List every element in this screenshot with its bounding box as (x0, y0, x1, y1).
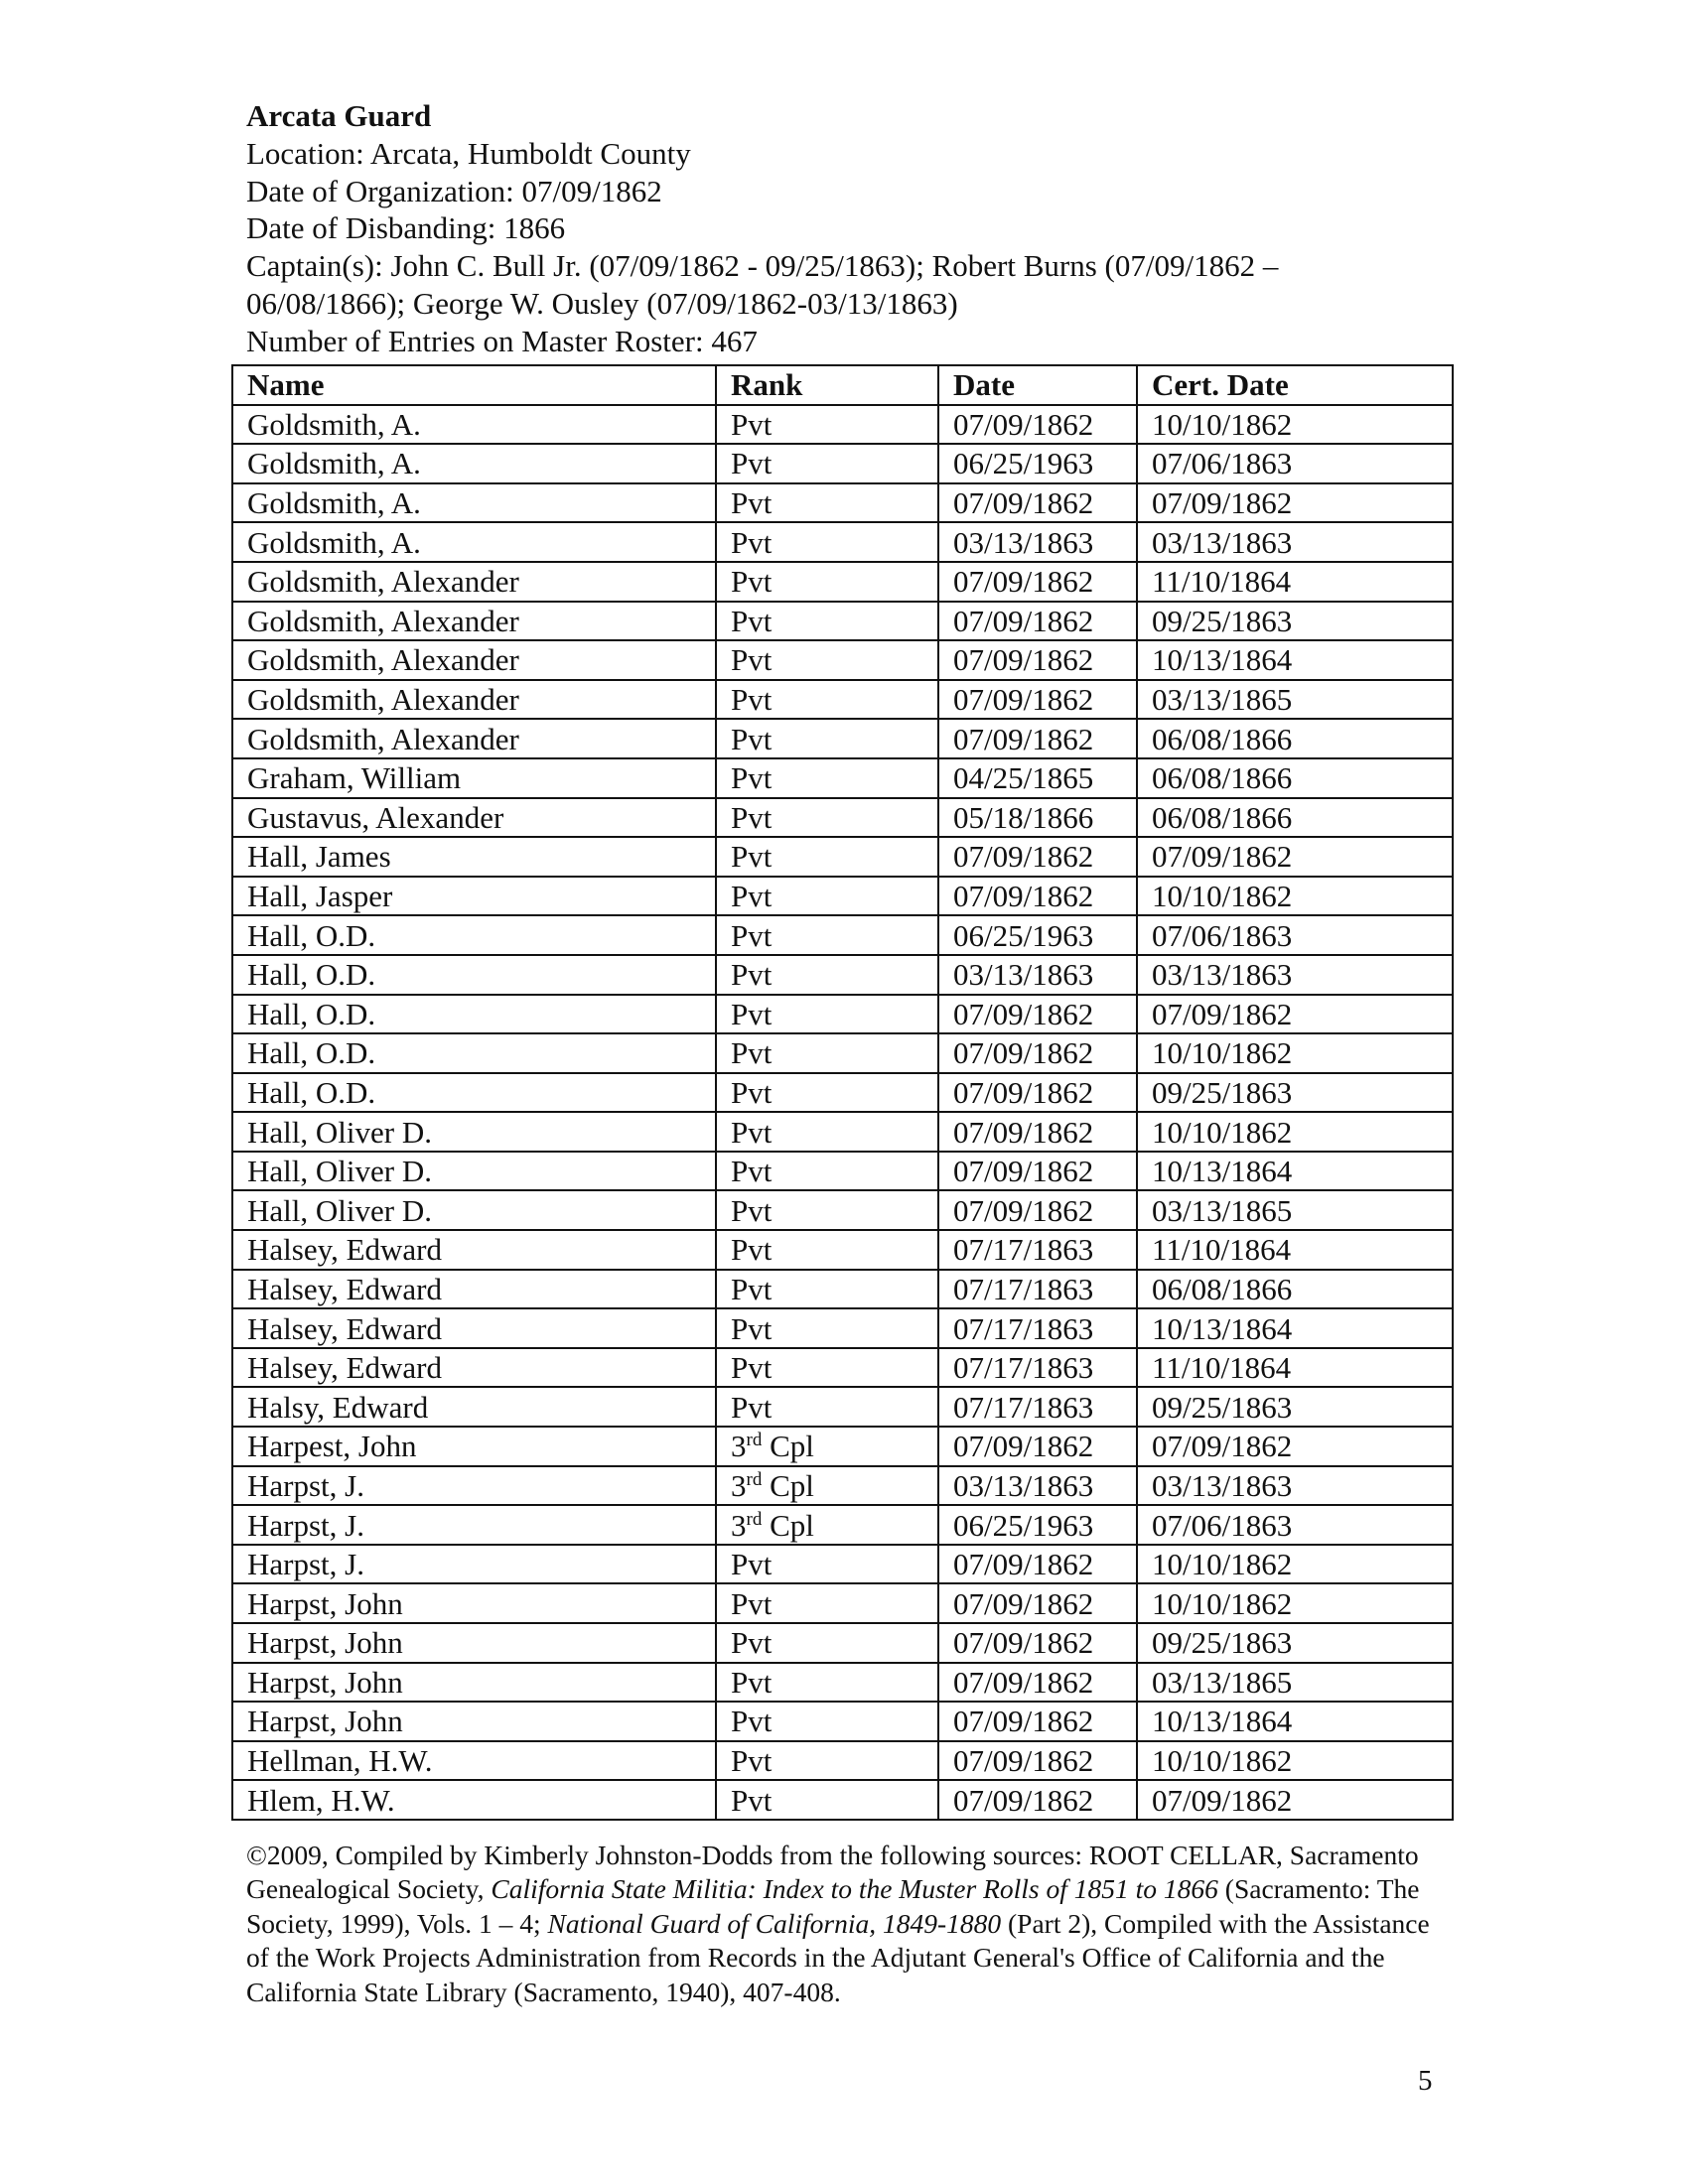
table-row (232, 640, 1453, 680)
table-row (232, 955, 1453, 995)
cell-rank: 3rd Cpl (716, 1466, 938, 1506)
cell-date: 07/09/1862 (938, 1033, 1137, 1073)
cell-rank: Pvt (716, 1270, 938, 1309)
table-row (232, 1348, 1453, 1388)
cell-rank: Pvt (716, 1230, 938, 1270)
cell-date: 07/09/1862 (938, 680, 1137, 720)
date-of-organization: Date of Organization: 07/09/1862 (246, 173, 662, 208)
cell-name: Hall, Oliver D. (232, 1190, 716, 1230)
cell-date: 07/09/1862 (938, 1427, 1137, 1466)
table-row (232, 719, 1453, 758)
cell-cert-date: 09/25/1863 (1137, 1073, 1453, 1113)
cell-name: Goldsmith, Alexander (232, 562, 716, 602)
cell-name: Harpst, J. (232, 1545, 716, 1584)
cell-cert-date: 07/09/1862 (1137, 483, 1453, 523)
cell-cert-date: 10/13/1864 (1137, 1152, 1453, 1191)
cell-rank: Pvt (716, 1702, 938, 1741)
cell-date: 07/17/1863 (938, 1270, 1137, 1309)
cell-date: 07/17/1863 (938, 1387, 1137, 1427)
cell-date: 07/09/1862 (938, 1623, 1137, 1663)
cell-rank: Pvt (716, 837, 938, 877)
cell-cert-date: 06/08/1866 (1137, 798, 1453, 838)
cell-rank: Pvt (716, 1583, 938, 1623)
cell-date: 07/09/1862 (938, 1545, 1137, 1584)
cell-rank: Pvt (716, 1190, 938, 1230)
cell-name: Hall, O.D. (232, 1073, 716, 1113)
cell-date: 07/17/1863 (938, 1230, 1137, 1270)
cell-name: Halsey, Edward (232, 1270, 716, 1309)
table-row (232, 1780, 1453, 1820)
cell-rank: Pvt (716, 915, 938, 955)
cell-cert-date: 10/10/1862 (1137, 405, 1453, 445)
cell-rank: Pvt (716, 680, 938, 720)
cell-name: Harpst, John (232, 1623, 716, 1663)
cell-rank: Pvt (716, 1112, 938, 1152)
table-row (232, 1230, 1453, 1270)
roster-header (246, 97, 1458, 360)
cell-name: Harpst, John (232, 1663, 716, 1703)
cell-rank: Pvt (716, 522, 938, 562)
cell-date: 07/09/1862 (938, 483, 1137, 523)
cell-cert-date: 11/10/1864 (1137, 562, 1453, 602)
column-header-rank: Rank (716, 365, 938, 405)
cell-date: 07/09/1862 (938, 1190, 1137, 1230)
cell-date: 07/09/1862 (938, 1152, 1137, 1191)
column-header-date: Date (938, 365, 1137, 405)
cell-rank: Pvt (716, 995, 938, 1034)
cell-rank: Pvt (716, 955, 938, 995)
cell-cert-date: 11/10/1864 (1137, 1230, 1453, 1270)
cell-date: 07/09/1862 (938, 640, 1137, 680)
cell-date: 07/09/1862 (938, 1702, 1137, 1741)
cell-rank: Pvt (716, 719, 938, 758)
table-row (232, 1663, 1453, 1703)
citation-title-1: California State Militia: Index to the Muster Rolls of 1851 to 1866 (491, 1873, 1218, 1905)
table-row (232, 758, 1453, 798)
cell-rank: Pvt (716, 1741, 938, 1781)
cell-date: 07/09/1862 (938, 1741, 1137, 1781)
cell-date: 07/09/1862 (938, 719, 1137, 758)
unit-title: Arcata Guard (246, 98, 432, 133)
cell-name: Hall, O.D. (232, 1033, 716, 1073)
cell-date: 07/09/1862 (938, 562, 1137, 602)
cell-cert-date: 03/13/1865 (1137, 1190, 1453, 1230)
cell-cert-date: 10/10/1862 (1137, 1545, 1453, 1584)
cell-rank: Pvt (716, 1073, 938, 1113)
cell-cert-date: 09/25/1863 (1137, 1623, 1453, 1663)
cell-name: Goldsmith, A. (232, 522, 716, 562)
cell-cert-date: 10/13/1864 (1137, 1308, 1453, 1348)
cell-name: Hall, Oliver D. (232, 1112, 716, 1152)
table-row (232, 602, 1453, 641)
cell-name: Goldsmith, A. (232, 444, 716, 483)
table-row (232, 562, 1453, 602)
table-row (232, 1073, 1453, 1113)
cell-cert-date: 09/25/1863 (1137, 1387, 1453, 1427)
cell-name: Halsey, Edward (232, 1308, 716, 1348)
table-row (232, 1190, 1453, 1230)
cell-cert-date: 10/10/1862 (1137, 877, 1453, 916)
captains-line-1: Captain(s): John C. Bull Jr. (07/09/1862 - 09/25/1863); Robert Burns (07/09/1862 – (246, 248, 1279, 284)
cell-date: 03/13/1863 (938, 955, 1137, 995)
cell-rank: Pvt (716, 1623, 938, 1663)
cell-date: 06/25/1963 (938, 1505, 1137, 1545)
cell-name: Hall, Jasper (232, 877, 716, 916)
table-row (232, 444, 1453, 483)
cell-name: Harpest, John (232, 1427, 716, 1466)
cell-cert-date: 07/09/1862 (1137, 995, 1453, 1034)
table-row (232, 877, 1453, 916)
cell-name: Harpst, John (232, 1583, 716, 1623)
source-citation (246, 1839, 1448, 2009)
cell-cert-date: 06/08/1866 (1137, 719, 1453, 758)
cell-date: 03/13/1863 (938, 522, 1137, 562)
cell-date: 03/13/1863 (938, 1466, 1137, 1506)
cell-rank: Pvt (716, 1348, 938, 1388)
cell-cert-date: 10/10/1862 (1137, 1741, 1453, 1781)
cell-cert-date: 03/13/1863 (1137, 522, 1453, 562)
cell-cert-date: 07/06/1863 (1137, 1505, 1453, 1545)
cell-cert-date: 03/13/1865 (1137, 1663, 1453, 1703)
cell-cert-date: 07/06/1863 (1137, 915, 1453, 955)
table-row (232, 522, 1453, 562)
citation-text-1: ©2009, Compiled by Kimberly Johnston-Dodds from the following sources: ROOT CELLAR, Sacramento Genealogical Society, (246, 1840, 1419, 1905)
cell-name: Gustavus, Alexander (232, 798, 716, 838)
cell-rank: Pvt (716, 562, 938, 602)
table-row (232, 1270, 1453, 1309)
cell-rank: Pvt (716, 405, 938, 445)
cell-name: Harpst, J. (232, 1505, 716, 1545)
table-row (232, 1741, 1453, 1781)
cell-name: Goldsmith, A. (232, 483, 716, 523)
table-row (232, 1545, 1453, 1584)
cell-cert-date: 10/13/1864 (1137, 640, 1453, 680)
cell-rank: Pvt (716, 640, 938, 680)
cell-cert-date: 07/09/1862 (1137, 1780, 1453, 1820)
table-row (232, 1387, 1453, 1427)
table-row (232, 1033, 1453, 1073)
cell-cert-date: 10/10/1862 (1137, 1033, 1453, 1073)
table-row (232, 915, 1453, 955)
cell-name: Hall, O.D. (232, 995, 716, 1034)
cell-date: 07/09/1862 (938, 602, 1137, 641)
cell-date: 06/25/1963 (938, 444, 1137, 483)
table-row (232, 995, 1453, 1034)
cell-rank: Pvt (716, 1545, 938, 1584)
table-row (232, 1623, 1453, 1663)
column-header-cert-date: Cert. Date (1137, 365, 1453, 405)
table-row (232, 680, 1453, 720)
cell-rank: 3rd Cpl (716, 1505, 938, 1545)
cell-date: 07/17/1863 (938, 1308, 1137, 1348)
cell-rank: 3rd Cpl (716, 1427, 938, 1466)
cell-rank: Pvt (716, 877, 938, 916)
cell-date: 06/25/1963 (938, 915, 1137, 955)
cell-rank: Pvt (716, 1780, 938, 1820)
roster-body (232, 405, 1453, 1820)
cell-name: Goldsmith, Alexander (232, 640, 716, 680)
cell-cert-date: 07/09/1862 (1137, 837, 1453, 877)
cell-name: Hlem, H.W. (232, 1780, 716, 1820)
cell-cert-date: 10/10/1862 (1137, 1583, 1453, 1623)
cell-date: 07/09/1862 (938, 1663, 1137, 1703)
cell-cert-date: 06/08/1866 (1137, 758, 1453, 798)
cell-rank: Pvt (716, 758, 938, 798)
table-header-row (232, 365, 1453, 405)
cell-date: 07/17/1863 (938, 1348, 1137, 1388)
roster-table (231, 364, 1454, 1821)
table-row (232, 405, 1453, 445)
cell-name: Halsey, Edward (232, 1230, 716, 1270)
table-row (232, 483, 1453, 523)
cell-name: Hall, O.D. (232, 915, 716, 955)
citation-text-2: (Sacramento: The Society, 1999), Vols. 1 – 4; (246, 1873, 1420, 1939)
cell-rank: Pvt (716, 1387, 938, 1427)
cell-cert-date: 11/10/1864 (1137, 1348, 1453, 1388)
cell-cert-date: 10/10/1862 (1137, 1112, 1453, 1152)
table-row (232, 1702, 1453, 1741)
cell-rank: Pvt (716, 1152, 938, 1191)
table-row (232, 1308, 1453, 1348)
table-row (232, 1152, 1453, 1191)
cell-rank: Pvt (716, 444, 938, 483)
cell-cert-date: 06/08/1866 (1137, 1270, 1453, 1309)
column-header-name: Name (232, 365, 716, 405)
cell-date: 04/25/1865 (938, 758, 1137, 798)
cell-cert-date: 07/06/1863 (1137, 444, 1453, 483)
cell-cert-date: 10/13/1864 (1137, 1702, 1453, 1741)
cell-name: Hall, O.D. (232, 955, 716, 995)
table-row (232, 1427, 1453, 1466)
cell-name: Goldsmith, Alexander (232, 602, 716, 641)
cell-name: Hall, James (232, 837, 716, 877)
cell-name: Hellman, H.W. (232, 1741, 716, 1781)
cell-date: 07/09/1862 (938, 837, 1137, 877)
cell-name: Goldsmith, Alexander (232, 719, 716, 758)
cell-cert-date: 07/09/1862 (1137, 1427, 1453, 1466)
cell-name: Hall, Oliver D. (232, 1152, 716, 1191)
cell-rank: Pvt (716, 1308, 938, 1348)
table-row (232, 837, 1453, 877)
table-row (232, 1583, 1453, 1623)
cell-cert-date: 03/13/1865 (1137, 680, 1453, 720)
entries-count: Number of Entries on Master Roster: 467 (246, 323, 758, 358)
table-row (232, 798, 1453, 838)
cell-name: Goldsmith, A. (232, 405, 716, 445)
cell-date: 07/09/1862 (938, 1112, 1137, 1152)
cell-cert-date: 09/25/1863 (1137, 602, 1453, 641)
cell-name: Harpst, John (232, 1702, 716, 1741)
cell-name: Graham, William (232, 758, 716, 798)
cell-name: Halsey, Edward (232, 1348, 716, 1388)
cell-date: 07/09/1862 (938, 995, 1137, 1034)
cell-date: 07/09/1862 (938, 1583, 1137, 1623)
cell-rank: Pvt (716, 798, 938, 838)
captains-line-2: 06/08/1866); George W. Ousley (07/09/1862-03/13/1863) (246, 285, 958, 321)
unit-location: Location: Arcata, Humboldt County (246, 135, 691, 171)
cell-rank: Pvt (716, 1663, 938, 1703)
cell-date: 07/09/1862 (938, 1780, 1137, 1820)
cell-rank: Pvt (716, 1033, 938, 1073)
table-row (232, 1466, 1453, 1506)
table-row (232, 1505, 1453, 1545)
cell-name: Harpst, J. (232, 1466, 716, 1506)
cell-date: 07/09/1862 (938, 877, 1137, 916)
date-of-disbanding: Date of Disbanding: 1866 (246, 210, 566, 246)
cell-name: Goldsmith, Alexander (232, 680, 716, 720)
citation-text-3: (Part 2), Compiled with the Assistance of the Work Projects Administration from Records in the Adjutant General's Office of California and the California State Library (Sacramento, 1940), 407-408. (246, 1907, 1430, 2007)
cell-cert-date: 03/13/1863 (1137, 1466, 1453, 1506)
citation-title-2: National Guard of California, 1849-1880 (547, 1907, 1002, 1939)
cell-name: Halsy, Edward (232, 1387, 716, 1427)
cell-date: 07/09/1862 (938, 1073, 1137, 1113)
cell-rank: Pvt (716, 483, 938, 523)
cell-cert-date: 03/13/1863 (1137, 955, 1453, 995)
page-number: 5 (1418, 2065, 1433, 2097)
cell-date: 07/09/1862 (938, 405, 1137, 445)
cell-date: 05/18/1866 (938, 798, 1137, 838)
table-row (232, 1112, 1453, 1152)
cell-rank: Pvt (716, 602, 938, 641)
